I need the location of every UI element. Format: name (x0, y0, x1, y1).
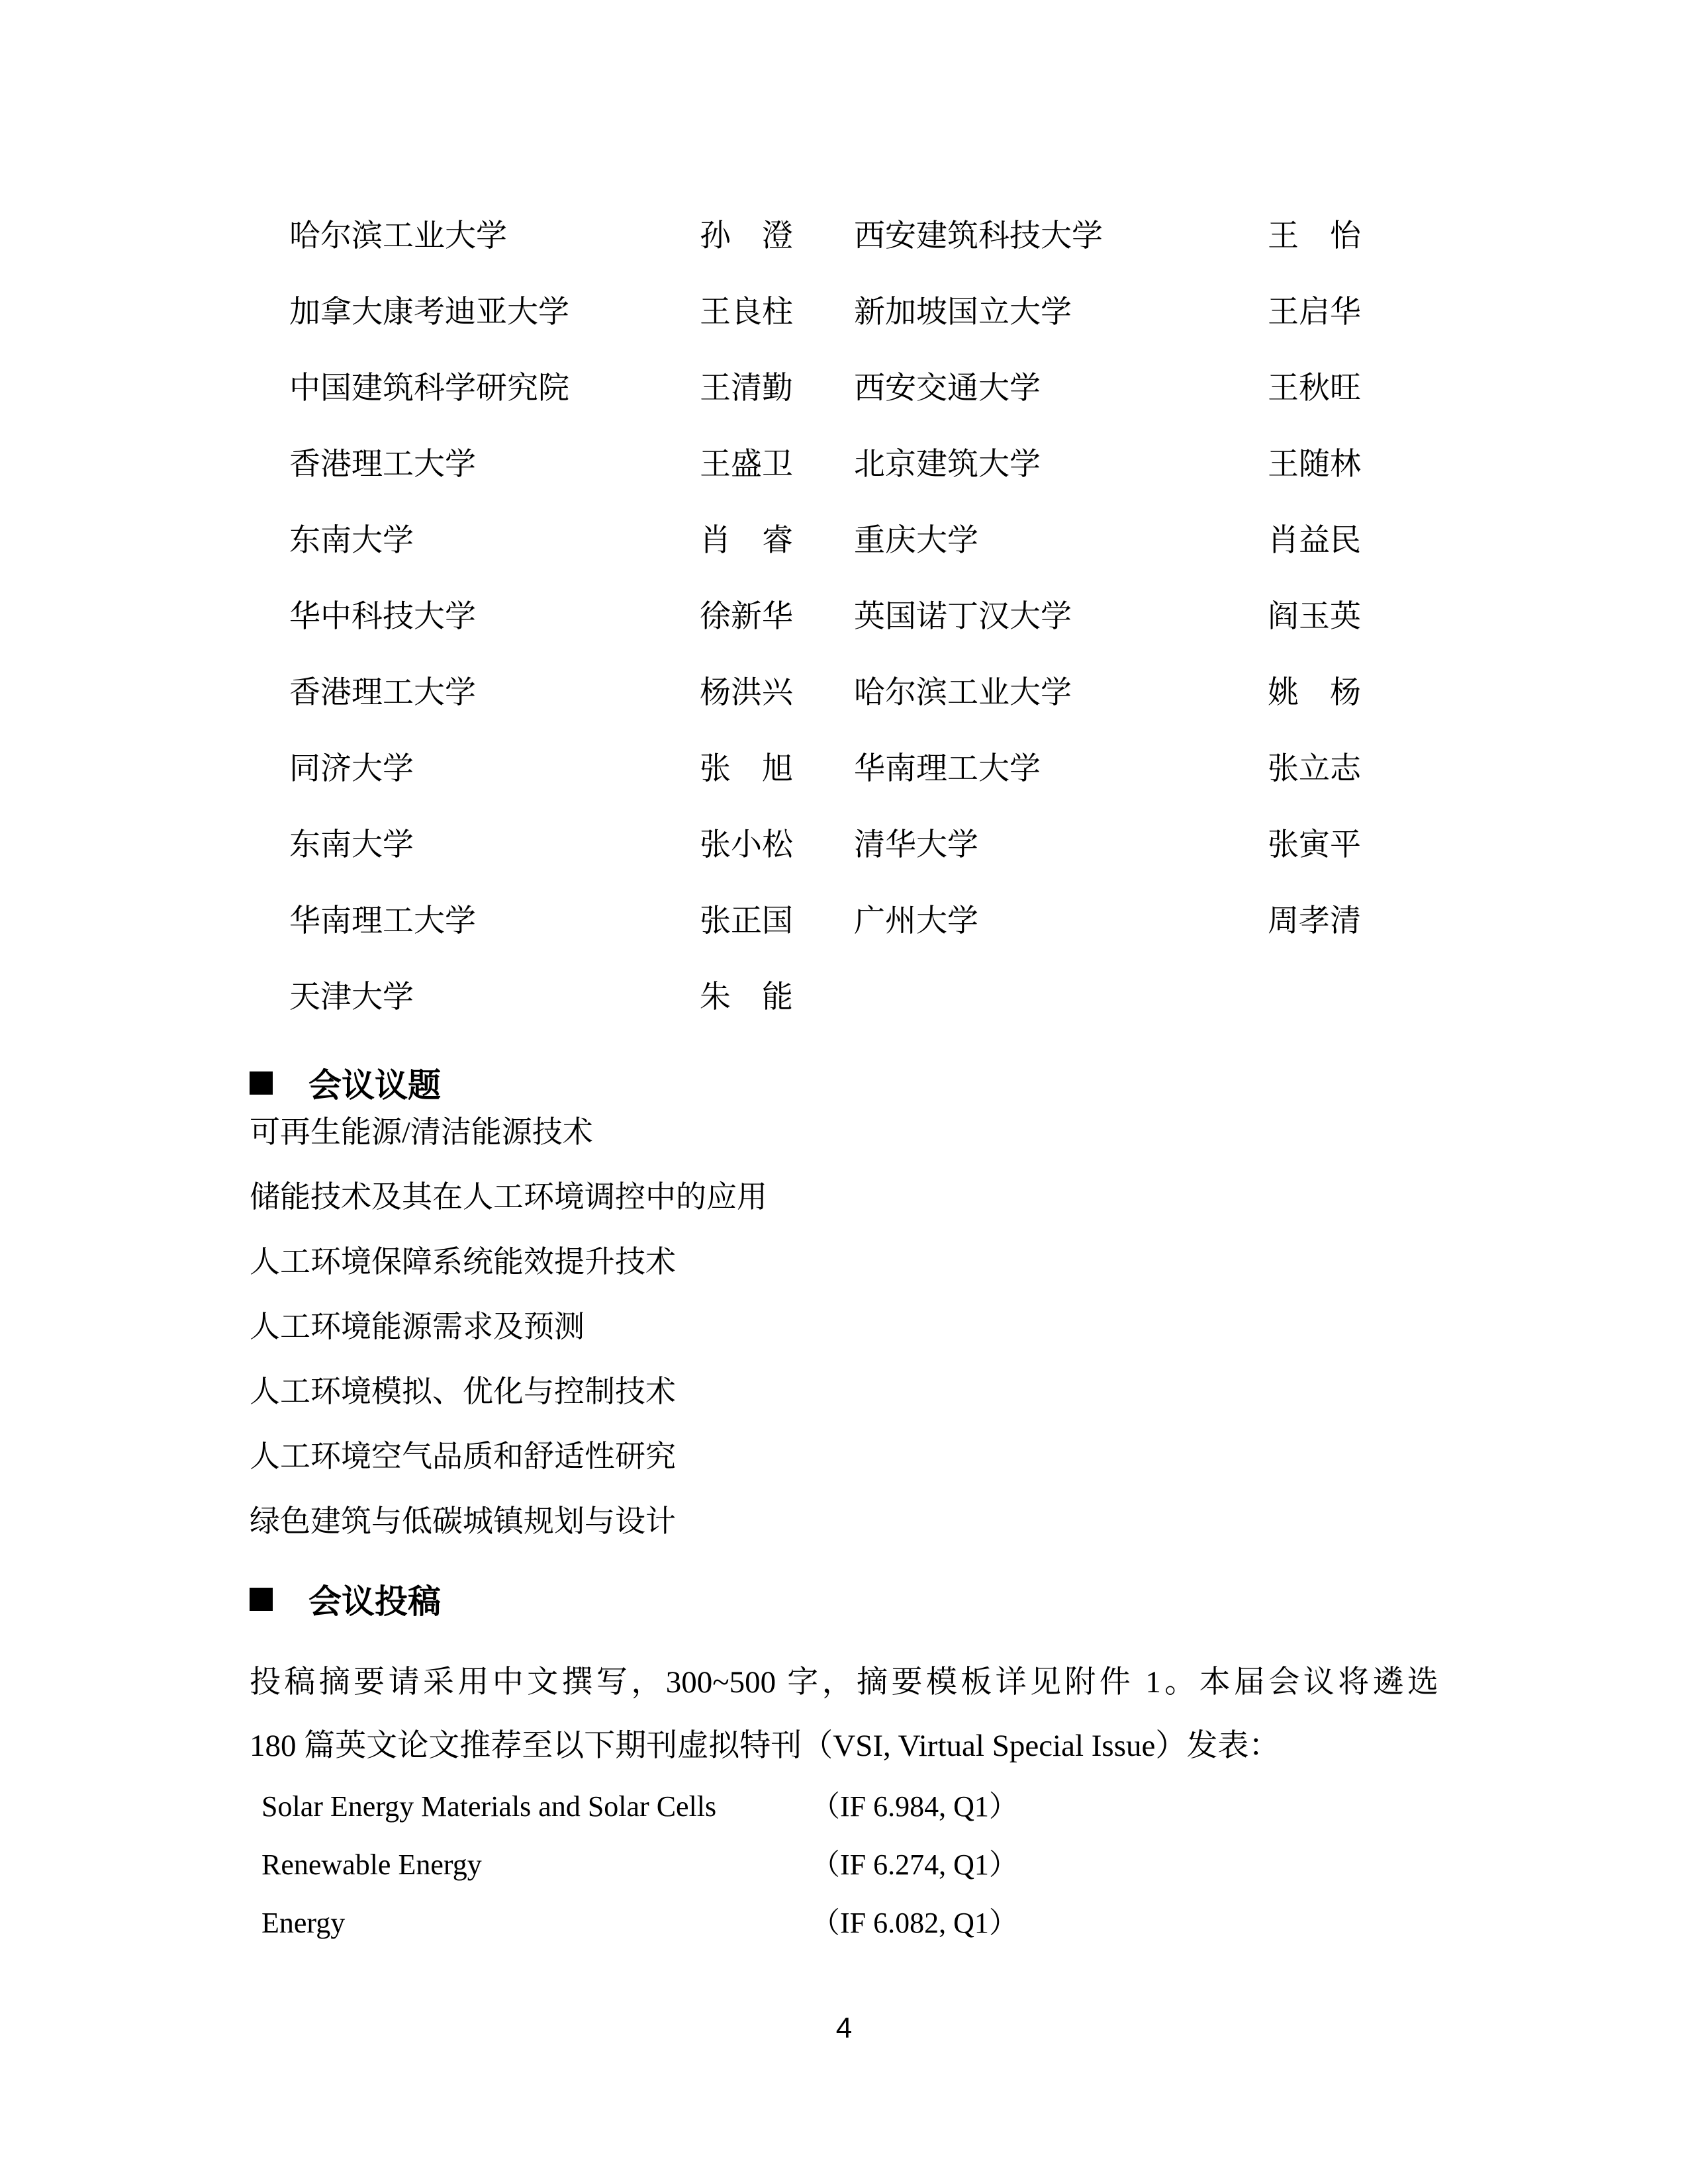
org-cell: 哈尔滨工业大学 (854, 676, 1072, 710)
journal-row (261, 1894, 1453, 1952)
name-cell: 王清勤 (700, 371, 793, 406)
org-cell: 新加坡国立大学 (854, 295, 1072, 330)
committee-row (289, 731, 1547, 807)
name-cell: 朱 能 (700, 980, 793, 1015)
journal-row (261, 1836, 1453, 1894)
name-cell: 杨洪兴 (700, 676, 793, 710)
topic-item: 人工环境模拟、优化与控制技术 (250, 1375, 676, 1408)
name-cell: 肖 睿 (700, 523, 793, 558)
org-cell: 华南理工大学 (854, 752, 1041, 786)
org-cell: 北京建筑大学 (854, 447, 1041, 482)
name-cell: 阎玉英 (1268, 600, 1361, 634)
journal-name: Solar Energy Materials and Solar Cells (261, 1790, 717, 1823)
paragraph-line: 投稿摘要请采用中文撰写，300~500 字，摘要模板详见附件 1。本届会议将遴选 (250, 1665, 1438, 1700)
journal-impact-factor: （IF 6.082, Q1） (811, 1907, 1018, 1939)
committee-row (289, 275, 1547, 351)
committee-row (289, 199, 1547, 275)
name-cell: 王启华 (1268, 295, 1361, 330)
org-cell: 英国诺丁汉大学 (854, 600, 1072, 634)
journal-impact-factor: （IF 6.274, Q1） (811, 1848, 1018, 1881)
paragraph-line: 180 篇英文论文推荐至以下期刊虚拟特刊（VSI, Virtual Special Issue）发表： (250, 1729, 1280, 1763)
name-cell: 张寅平 (1268, 828, 1361, 862)
journal-name: Energy (261, 1907, 346, 1939)
org-cell: 华南理工大学 (289, 904, 476, 938)
topic-item: 人工环境保障系统能效提升技术 (250, 1245, 676, 1279)
org-cell: 哈尔滨工业大学 (289, 219, 507, 253)
name-cell: 张立志 (1268, 752, 1361, 786)
journal-row (261, 1778, 1453, 1836)
journal-list (261, 1778, 1453, 1952)
committee-row (289, 807, 1547, 884)
committee-row (289, 884, 1547, 960)
black-square-bullet-icon (250, 1071, 273, 1095)
org-cell: 华中科技大学 (289, 600, 476, 634)
name-cell: 张正国 (700, 904, 793, 938)
topic-item: 绿色建筑与低碳城镇规划与设计 (250, 1504, 676, 1538)
org-cell: 东南大学 (289, 523, 414, 558)
name-cell: 张小松 (700, 828, 793, 862)
topic-item: 人工环境空气品质和舒适性研究 (250, 1439, 676, 1473)
org-cell: 广州大学 (854, 904, 978, 938)
name-cell: 王盛卫 (700, 447, 793, 482)
name-cell: 王 怡 (1268, 219, 1361, 253)
org-cell: 重庆大学 (854, 523, 978, 558)
name-cell: 周孝清 (1268, 904, 1361, 938)
org-cell: 香港理工大学 (289, 676, 476, 710)
name-cell: 孙 澄 (700, 219, 793, 253)
topics-list (250, 1100, 1474, 1554)
submission-heading-label: 会议投稿 (308, 1583, 441, 1620)
name-cell: 王良柱 (700, 295, 793, 330)
org-cell: 天津大学 (289, 980, 414, 1015)
name-cell: 姚 杨 (1268, 676, 1361, 710)
page-number: 4 (835, 2012, 853, 2044)
committee-row (289, 960, 1547, 1036)
committee-row (289, 655, 1547, 731)
org-cell: 清华大学 (854, 828, 978, 862)
topic-item: 可再生能源/清洁能源技术 (250, 1115, 593, 1149)
topics-heading-label: 会议议题 (308, 1067, 441, 1104)
journal-impact-factor: （IF 6.984, Q1） (811, 1790, 1018, 1823)
org-cell: 西安交通大学 (854, 371, 1041, 406)
org-cell: 西安建筑科技大学 (854, 219, 1103, 253)
org-cell: 香港理工大学 (289, 447, 476, 482)
committee-row (289, 351, 1547, 427)
committee-row (289, 427, 1547, 503)
committee-row (289, 579, 1547, 655)
topic-item: 储能技术及其在人工环境调控中的应用 (250, 1180, 767, 1214)
org-cell: 同济大学 (289, 752, 414, 786)
name-cell: 肖益民 (1268, 523, 1361, 558)
committee-table (289, 199, 1547, 1036)
name-cell: 张 旭 (700, 752, 793, 786)
black-square-bullet-icon (250, 1588, 273, 1611)
name-cell: 王秋旺 (1268, 371, 1361, 406)
org-cell: 中国建筑科学研究院 (289, 371, 569, 406)
committee-row (289, 503, 1547, 579)
submission-section-heading (250, 1575, 441, 1623)
name-cell: 徐新华 (700, 600, 793, 634)
submission-paragraph (250, 1651, 1438, 1778)
journal-name: Renewable Energy (261, 1848, 482, 1881)
org-cell: 加拿大康考迪亚大学 (289, 295, 569, 330)
name-cell: 王随林 (1268, 447, 1361, 482)
org-cell: 东南大学 (289, 828, 414, 862)
topic-item: 人工环境能源需求及预测 (250, 1310, 585, 1343)
